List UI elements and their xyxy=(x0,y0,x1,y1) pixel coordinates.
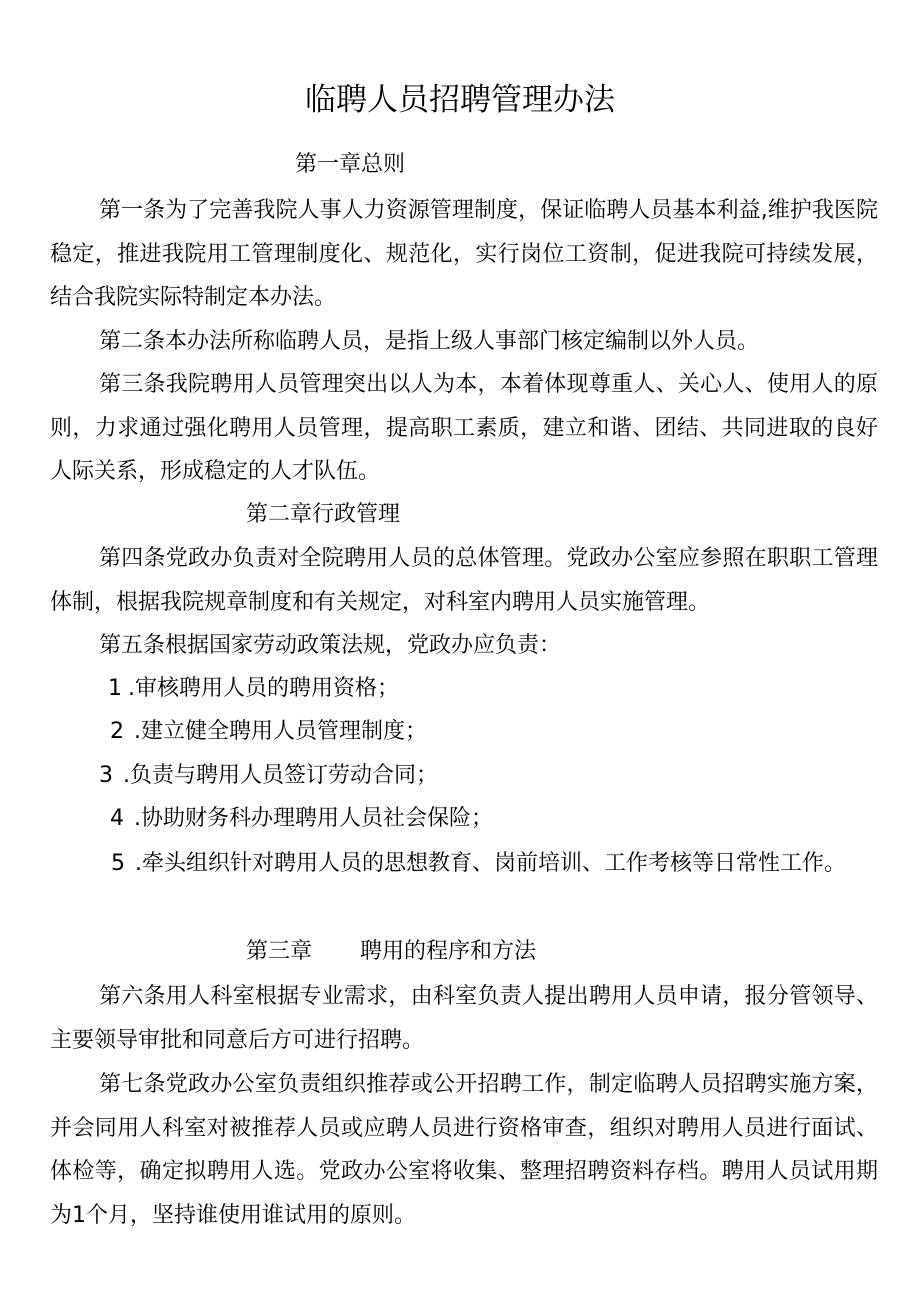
chapter-2-heading: 第二章行政管理 xyxy=(246,502,401,527)
list-item xyxy=(110,804,493,834)
article-5: 第五条根据国家劳动政策法规，党政办应负责： xyxy=(99,633,562,658)
chapter-3-number: 第三章 xyxy=(246,939,313,964)
list-item-text: .牵头组织针对聘用人员的思想教育、岗前培训、工作考核等日常性工作。 xyxy=(135,851,846,876)
list-item xyxy=(99,761,438,791)
list-item xyxy=(110,717,427,747)
article-1: 第一条为了完善我院人事人力资源管理制度，保证临聘人员基本利益,维护我医院稳定，推进我院用工管理制度化、规范化，实行岗位工资制，促进我院可持续发展，结合我院实际特制定本办法。 xyxy=(50,198,878,310)
list-item-number: 1 xyxy=(108,676,122,701)
chapter-1-heading: 第一章总则 xyxy=(295,152,406,177)
article-4: 第四条党政办负责对全院聘用人员的总体管理。党政办公室应参照在职职工管理体制，根据我院规章制度和有关规定，对科室内聘用人员实施管理。 xyxy=(50,546,878,615)
list-item-number: 2 xyxy=(110,719,124,744)
list-item-text: .建立健全聘用人员管理制度； xyxy=(134,719,427,744)
document-title: 临聘人员招聘管理办法 xyxy=(305,82,615,118)
article-7: 第七条党政办公室负责组织推荐或公开招聘工作，制定临聘人员招聘实施方案，并会同用人科室对被推荐人员或应聘人员进行资格审查，组织对聘用人员进行面试、体检等，确定拟聘用人选。党政办公室将收集、整理招聘资料存档。聘用人员试用期为1个月，坚持谁使用谁试用的原则。 xyxy=(50,1072,878,1228)
list-item-text: .审核聘用人员的聘用资格； xyxy=(128,676,399,701)
list-item-number: 4 xyxy=(110,806,124,831)
list-item-text: .协助财务科办理聘用人员社会保险； xyxy=(134,806,493,831)
list-item xyxy=(108,674,399,704)
list-item-text: .负责与聘用人员签订劳动合同； xyxy=(123,763,438,788)
chapter-3-title: 聘用的程序和方法 xyxy=(360,939,537,964)
list-item-number: 5 xyxy=(111,851,125,876)
list-item-number: 3 xyxy=(99,763,113,788)
chapter-3-heading xyxy=(246,937,536,967)
list-item xyxy=(50,842,880,886)
article-6: 第六条用人科室根据专业需求，由科室负责人提出聘用人员申请，报分管领导、主要领导审批和同意后方可进行招聘。 xyxy=(50,984,878,1053)
article-2: 第二条本办法所称临聘人员，是指上级人事部门核定编制以外人员。 xyxy=(99,329,760,354)
article-3: 第三条我院聘用人员管理突出以人为本，本着体现尊重人、关心人、使用人的原则，力求通过强化聘用人员管理，提高职工素质，建立和谐、团结、共同进取的良好人际关系，形成稳定的人才队伍。 xyxy=(50,372,878,484)
